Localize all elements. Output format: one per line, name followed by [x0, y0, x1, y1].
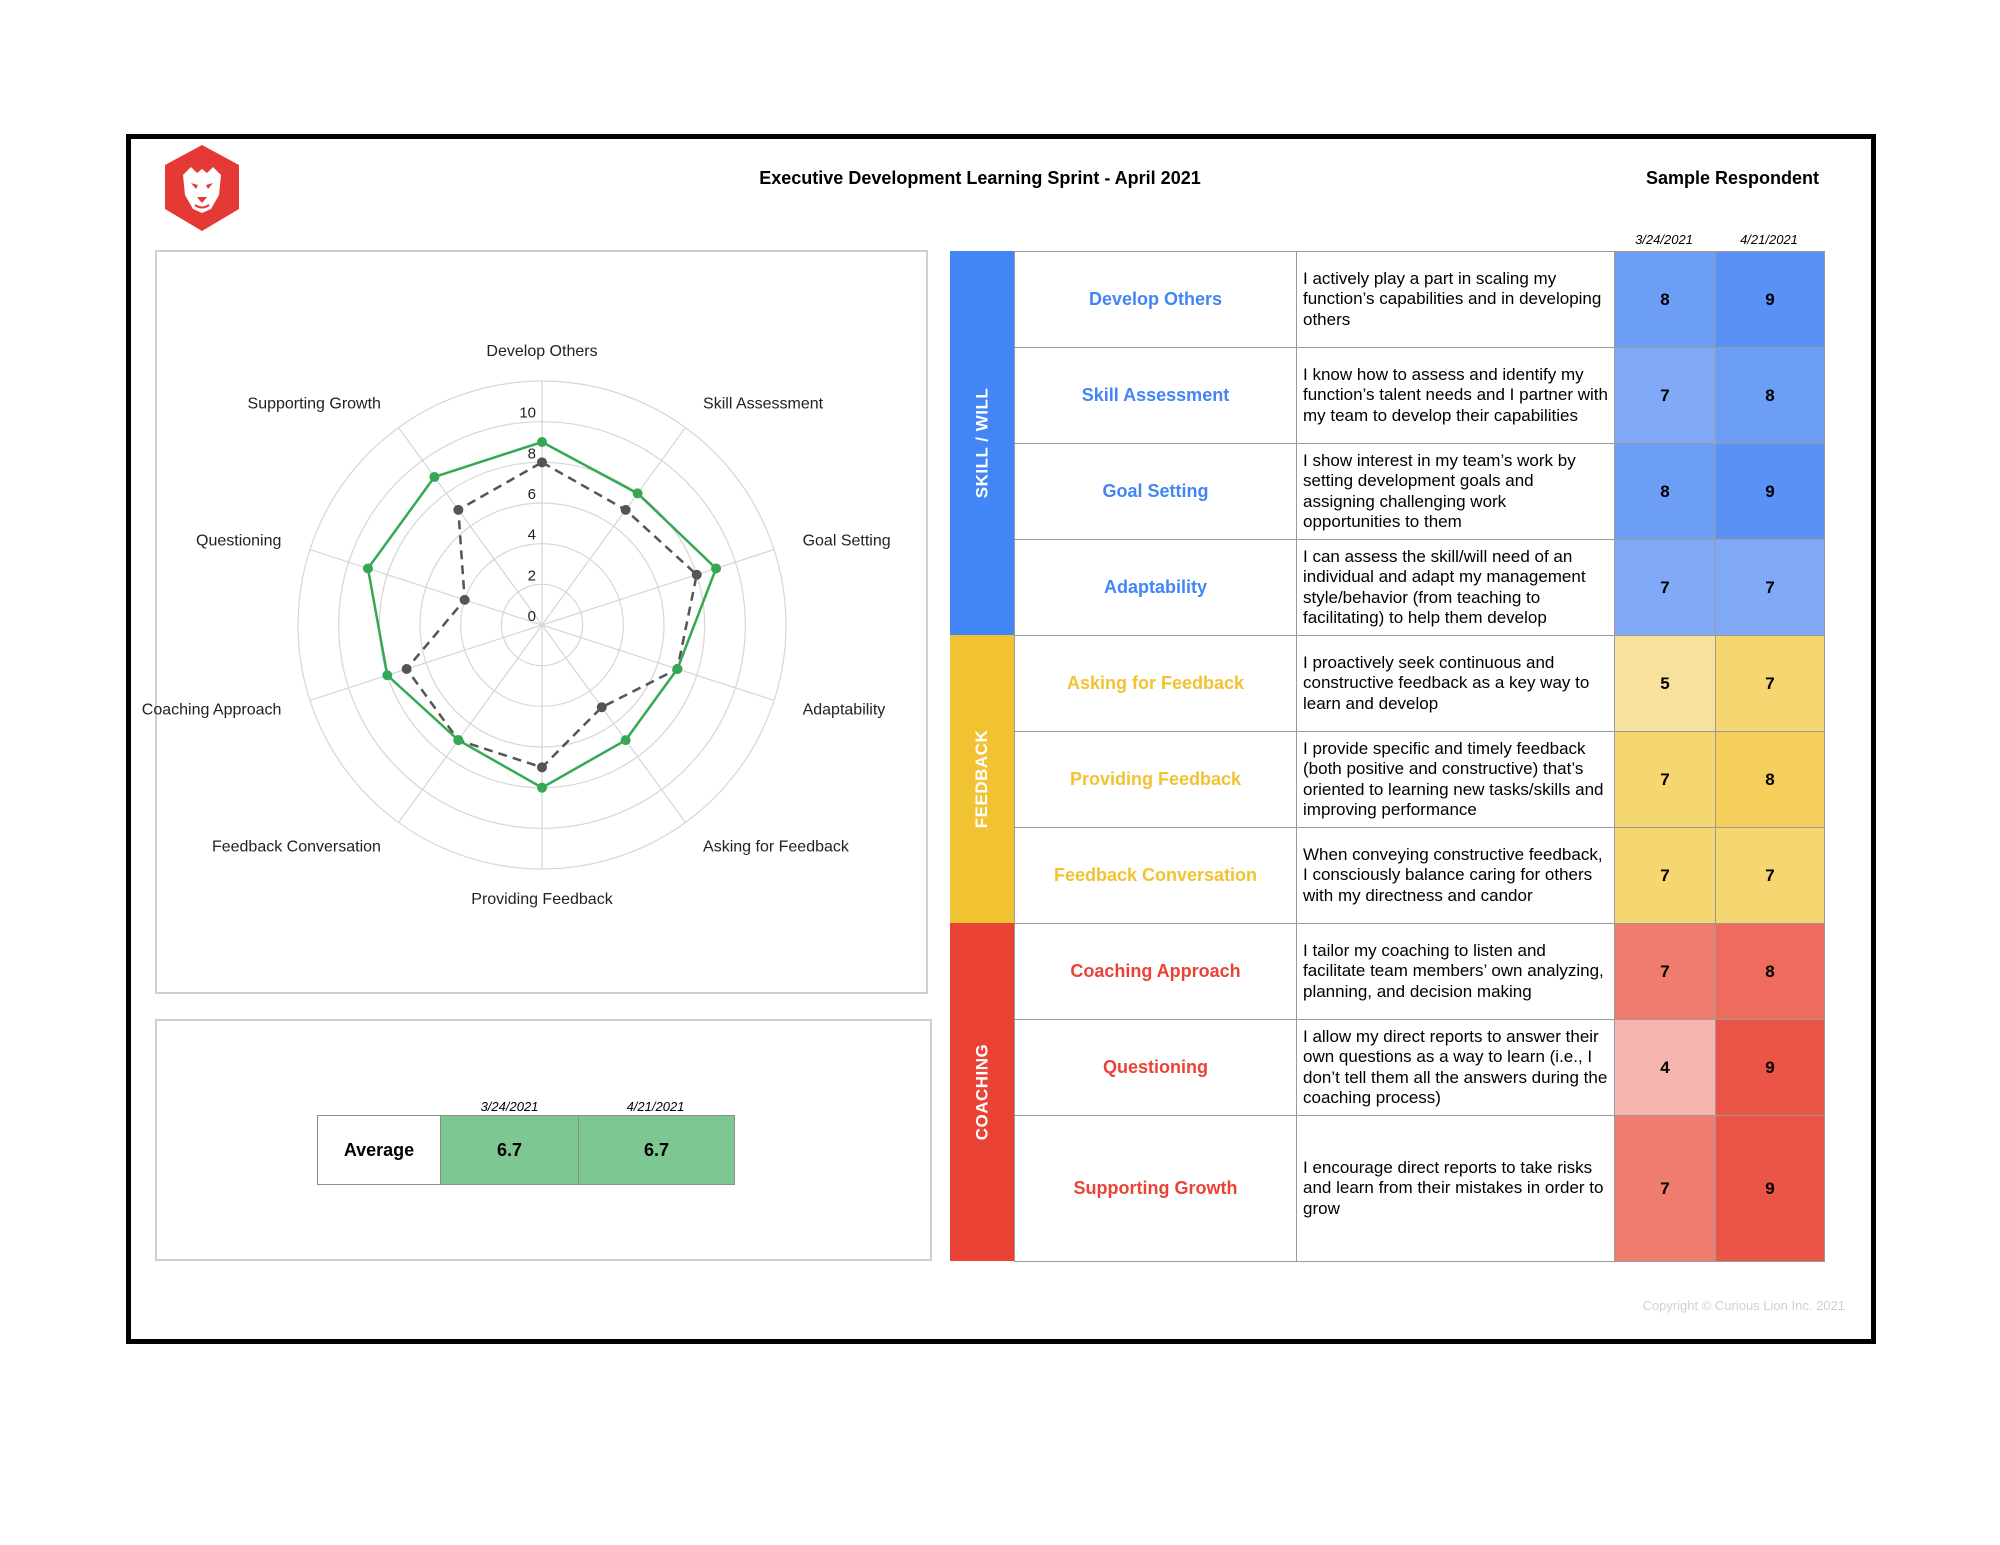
grid-spoke [399, 428, 542, 625]
competency-name: Feedback Conversation [1015, 828, 1297, 924]
average-date-2: 4/21/2021 [626, 1099, 685, 1114]
table-row [1015, 732, 1825, 828]
score-cell-1: 5 [1615, 636, 1716, 732]
report-title: Executive Development Learning Sprint - April 2021 [759, 168, 1201, 188]
competency-name: Supporting Growth [1015, 1116, 1297, 1262]
competency-description: I provide specific and timely feedback (both positive and constructive) that’s oriented to learning new tasks/skills and improving performance [1297, 732, 1615, 828]
score-cell-2: 8 [1716, 732, 1825, 828]
competency-description: I can assess the skill/will need of an individual and adapt my management style/behavior (from teaching to facilitating) to help them develop [1297, 540, 1615, 636]
score-cell-2: 8 [1716, 924, 1825, 1020]
category-label: SKILL / WILL [972, 387, 992, 499]
tick-label: 2 [527, 567, 536, 585]
radar-chart [141, 252, 926, 992]
grid-spoke [310, 550, 542, 625]
series-point-2 [363, 563, 373, 573]
category-bar-feedback [950, 635, 1014, 923]
series-point-1 [621, 505, 631, 515]
competency-name: Adaptability [1015, 540, 1297, 636]
axis-label: Develop Others [486, 343, 598, 360]
category-bar-coaching [950, 923, 1014, 1261]
score-cell-1: 7 [1615, 924, 1716, 1020]
axis-label: Asking for Feedback [703, 838, 849, 856]
tick-label: 10 [519, 404, 536, 422]
series-point-1 [692, 570, 702, 580]
lion-logo-icon [161, 143, 243, 233]
score-cell-2: 9 [1716, 252, 1825, 348]
average-value-2: 6.7 [578, 1115, 735, 1185]
score-cell-2: 7 [1716, 828, 1825, 924]
grid-spoke [542, 625, 774, 700]
series-point-1 [402, 664, 412, 674]
score-cell-1: 4 [1615, 1020, 1716, 1116]
table-row [1015, 252, 1825, 348]
table-row [1015, 828, 1825, 924]
competency-name: Questioning [1015, 1020, 1297, 1116]
competency-description: I proactively seek continuous and constructive feedback as a key way to learn and develop [1297, 636, 1615, 732]
column-date-2: 4/21/2021 [1740, 232, 1798, 247]
competency-name: Asking for Feedback [1015, 636, 1297, 732]
competency-name: Skill Assessment [1015, 348, 1297, 444]
axis-label: Goal Setting [802, 532, 891, 550]
competency-name: Goal Setting [1015, 444, 1297, 540]
series-point-2 [429, 472, 439, 482]
competency-name: Coaching Approach [1015, 924, 1297, 1020]
average-date-1: 3/24/2021 [480, 1099, 539, 1114]
axis-label: Questioning [196, 532, 282, 550]
copyright-text: Copyright © Curious Lion Inc. 2021 [1642, 1298, 1845, 1313]
series-point-2 [382, 670, 392, 680]
score-cell-2: 8 [1716, 348, 1825, 444]
competency-name: Providing Feedback [1015, 732, 1297, 828]
axis-label: Adaptability [802, 701, 886, 719]
series-point-2 [537, 783, 547, 793]
competency-description: I allow my direct reports to answer their own questions as a way to learn (i.e., I don’t tell them all the answers during the coaching process) [1297, 1020, 1615, 1116]
axis-label: Providing Feedback [471, 891, 613, 908]
score-cell-1: 8 [1615, 444, 1716, 540]
series-point-1 [537, 762, 547, 772]
competency-description: I tailor my coaching to listen and facilitate team members’ own analyzing, planning, and decision making [1297, 924, 1615, 1020]
competency-description: I actively play a part in scaling my function’s capabilities and in developing others [1297, 252, 1615, 348]
series-point-1 [453, 505, 463, 515]
table-row [1015, 540, 1825, 636]
series-point-2 [537, 437, 547, 447]
series-point-2 [621, 735, 631, 745]
competency-name: Develop Others [1015, 252, 1297, 348]
table-row [1015, 348, 1825, 444]
category-label: COACHING [972, 1043, 991, 1141]
series-point-2 [672, 664, 682, 674]
tick-label: 6 [527, 486, 536, 503]
axis-label: Skill Assessment [703, 395, 824, 413]
score-cell-1: 7 [1615, 828, 1716, 924]
tick-label: 4 [527, 526, 536, 544]
table-row [1015, 1020, 1825, 1116]
score-cell-1: 7 [1615, 540, 1716, 636]
tick-label: 8 [527, 445, 536, 463]
score-cell-1: 8 [1615, 252, 1716, 348]
category-label: FEEDBACK [972, 729, 992, 829]
table-row [1015, 924, 1825, 1020]
series-point-1 [460, 595, 470, 605]
category-bar-skill-will [950, 251, 1014, 635]
competency-description: When conveying constructive feedback, I consciously balance caring for others with my directness and candor [1297, 828, 1615, 924]
score-cell-1: 7 [1615, 348, 1716, 444]
score-cell-1: 7 [1615, 732, 1716, 828]
score-cell-2: 9 [1716, 1020, 1825, 1116]
respondent-name: Sample Respondent [1645, 168, 1819, 188]
axis-label: Supporting Growth [247, 395, 381, 413]
score-cell-2: 7 [1716, 540, 1825, 636]
radar-chart-panel [141, 250, 928, 994]
table-row [1015, 444, 1825, 540]
competency-description: I know how to assess and identify my function’s talent needs and I partner with my team to develop their capabilities [1297, 348, 1615, 444]
average-panel [155, 1019, 932, 1261]
table-row [1015, 636, 1825, 732]
competency-table [1014, 251, 1825, 1262]
series-point-1 [597, 702, 607, 712]
series-point-2 [453, 735, 463, 745]
axis-label: Coaching Approach [141, 701, 282, 719]
grid-spoke [542, 428, 685, 625]
tick-label: 0 [527, 608, 536, 625]
grid-spoke [542, 625, 685, 822]
series-point-2 [711, 563, 721, 573]
series-point-2 [633, 488, 643, 498]
series-point-1 [537, 457, 547, 467]
score-cell-2: 9 [1716, 1116, 1825, 1262]
average-label: Average [317, 1115, 441, 1185]
score-cell-2: 9 [1716, 444, 1825, 540]
competency-description: I encourage direct reports to take risks and learn from their mistakes in order to grow [1297, 1116, 1615, 1262]
axis-label: Feedback Conversation [211, 838, 381, 856]
average-value-1: 6.7 [440, 1115, 579, 1185]
competency-description: I show interest in my team’s work by setting development goals and assigning challenging work opportunities to them [1297, 444, 1615, 540]
grid-spoke [542, 550, 774, 625]
score-cell-1: 7 [1615, 1116, 1716, 1262]
score-cell-2: 7 [1716, 636, 1825, 732]
grid-spoke [310, 625, 542, 700]
column-date-1: 3/24/2021 [1635, 232, 1693, 247]
table-row [1015, 1116, 1825, 1262]
